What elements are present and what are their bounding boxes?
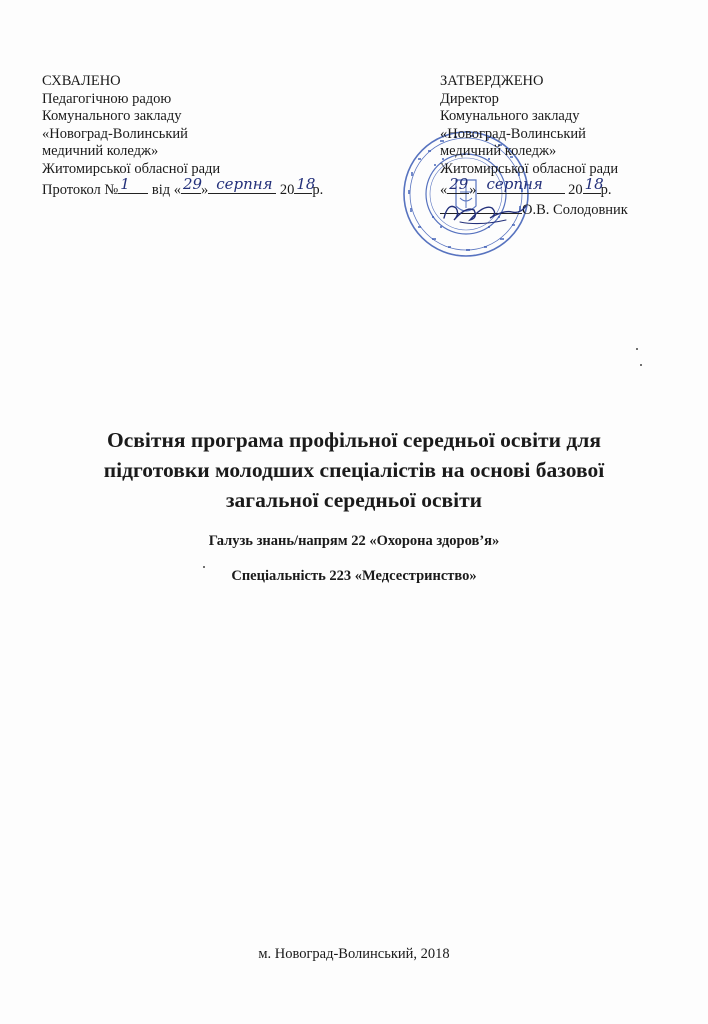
signer-name: О.В. Солодовник [522, 202, 628, 219]
date-month-field [477, 174, 565, 194]
program-title [60, 425, 648, 515]
title-line: підготовки молодших спеціалістів на основі базової [103, 458, 605, 482]
approval-line: Директор [440, 90, 499, 107]
specialty: Спеціальність 223 «Медсестринство» [231, 568, 477, 584]
date-day-field [447, 174, 469, 194]
approval-heading: СХВАЛЕНО [42, 73, 121, 89]
approval-heading: ЗАТВЕРДЖЕНО [440, 73, 544, 89]
protocol-number-field [118, 174, 148, 194]
approval-line: «Новоград-Волинський [440, 125, 586, 142]
approval-line: Житомирської обласної ради [42, 160, 221, 177]
year-handwritten: 18 [584, 174, 604, 193]
date-day-handwritten: 29 [449, 174, 469, 193]
approval-line: «Новоград-Волинський [42, 125, 188, 142]
year-handwritten: 18 [296, 174, 316, 193]
year-end: р. [600, 181, 612, 198]
year-prefix: 20 [564, 181, 583, 198]
approval-line: Комунального закладу [440, 108, 580, 125]
speck [640, 364, 642, 366]
date-day-field [181, 174, 203, 194]
place-and-year: м. Новоград-Волинський, 2018 [258, 946, 450, 962]
approval-line: Комунального закладу [42, 108, 182, 125]
year-end: р. [312, 181, 324, 198]
date-day-handwritten: 29 [183, 174, 203, 193]
approved-by-council-block [42, 73, 342, 199]
date-prefix: « [440, 181, 448, 198]
protocol-number-handwritten: 1 [120, 174, 130, 193]
protocol-line [42, 174, 342, 200]
year-field [294, 174, 316, 194]
handwritten-signature-icon [440, 196, 530, 228]
date-month-field [208, 174, 276, 194]
field-of-study: Галузь знань/напрям 22 «Охорона здоров’я» [208, 533, 500, 549]
year-prefix: 20 [276, 181, 295, 198]
approval-line: медичний коледж» [440, 143, 557, 160]
approval-line: Житомирської обласної ради [440, 160, 619, 177]
approval-line: медичний коледж» [42, 143, 159, 160]
date-prefix: від « [148, 181, 182, 198]
title-line: загальної середньої освіти [225, 488, 483, 512]
date-month-handwritten: серпня [486, 174, 543, 193]
date-month-handwritten: серпня [216, 174, 273, 193]
date-quote: » [201, 181, 209, 198]
title-line: Освітня програма профільної середньої освіти для [107, 428, 601, 452]
speck [636, 348, 638, 350]
protocol-prefix: Протокол № [42, 181, 119, 198]
approval-line: Педагогічною радою [42, 90, 172, 107]
date-quote: » [469, 181, 477, 198]
year-field [583, 174, 604, 194]
